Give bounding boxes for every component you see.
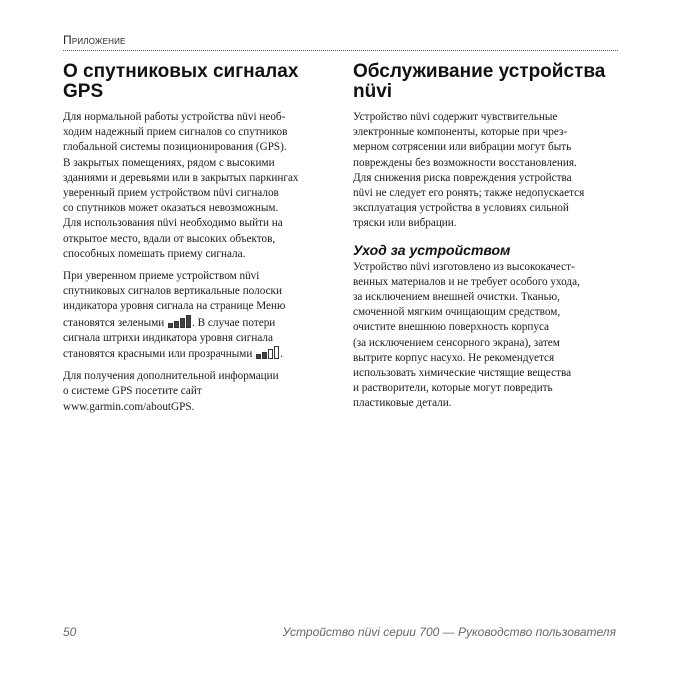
title-line: Обслуживание устройства — [353, 61, 606, 82]
title-line: GPS — [63, 81, 104, 102]
text-line — [63, 346, 328, 362]
text-line: о системе GPS посетите сайт — [63, 385, 202, 398]
text-line: уверенный прием устройством nüvi сигналов — [63, 187, 279, 200]
text-line: смоченной мягким очищающим средством, — [353, 306, 561, 319]
text-line: (за исключением сенсорного экрана), затем — [353, 336, 560, 349]
page-number: 50 — [63, 625, 77, 639]
text-fragment: становятся зелеными — [63, 316, 165, 329]
text-fragment: становятся красными или прозрачными — [63, 348, 253, 361]
gps-paragraph-1 — [63, 110, 328, 262]
text-line: вытрите корпус насухо. Не рекомендуется — [353, 351, 555, 364]
text-line: электронные компоненты, которые при чрез- — [353, 126, 568, 139]
text-line: зданиями и деревьями или в закрытых паркингах — [63, 171, 299, 184]
text-line: сигнала штрихи индикатора уровня сигнала — [63, 331, 273, 344]
text-line: Для нормальной работы устройства nüvi необ- — [63, 111, 286, 123]
text-line: повреждены без возможности восстановления. — [353, 156, 577, 169]
text-fragment: . В случае потери — [192, 316, 276, 329]
text-line: Для снижения риска повреждения устройства — [353, 171, 572, 184]
text-line: спутниковых сигналов вертикальные полоски — [63, 285, 282, 298]
gps-signals-title — [63, 62, 328, 102]
signal-strength-full-icon — [168, 315, 191, 328]
text-line: эксплуатация устройства в условиях сильной — [353, 202, 569, 215]
text-line: При уверенном приеме устройством nüvi — [63, 270, 260, 283]
right-column — [353, 62, 618, 419]
text-line — [63, 315, 328, 331]
text-line: мерном сотрясении или вибрации могут быть — [353, 141, 572, 154]
text-line: венных материалов и не требует особого ухода, — [353, 275, 580, 288]
text-fragment: . — [280, 348, 283, 361]
text-line: nüvi не следует его ронять; также недопускается — [353, 187, 585, 200]
section-header: Приложение — [63, 33, 126, 47]
device-care-subtitle: Уход за устройством — [353, 241, 511, 258]
device-care-title — [353, 62, 618, 102]
text-line: Устройство nüvi содержит чувствительные — [353, 111, 558, 123]
gps-url: www.garmin.com/aboutGPS. — [63, 400, 195, 413]
text-line: и растворители, которые могут повредить — [353, 382, 553, 395]
gps-paragraph-3 — [63, 369, 328, 415]
text-line: глобальной системы позиционирования (GPS). — [63, 141, 287, 154]
text-line: Для получения дополнительной информации — [63, 370, 279, 383]
care-paragraph-2 — [353, 260, 618, 412]
text-line: открытое место, вдали от высоких объектов, — [63, 232, 276, 245]
text-line: В закрытых помещениях, рядом с высокими — [63, 156, 275, 169]
text-line: со спутников может оказаться невозможным. — [63, 202, 279, 215]
text-line: способных помешать приему сигнала. — [63, 247, 246, 260]
text-line: очистите внешнюю поверхность корпуса — [353, 321, 550, 334]
text-line: Устройство nüvi изготовлено из высококачест- — [353, 260, 575, 273]
manual-title: Устройство nüvi серии 700 — Руководство пользователя — [282, 625, 616, 639]
gps-paragraph-2 — [63, 269, 328, 362]
care-paragraph-1 — [353, 110, 618, 232]
left-column — [63, 62, 328, 422]
header-divider — [63, 50, 618, 51]
text-line: за исключением внешней очистки. Тканью, — [353, 291, 560, 304]
title-line: nüvi — [353, 81, 393, 102]
signal-strength-weak-icon — [256, 346, 279, 359]
title-line: О спутниковых сигналах — [63, 61, 299, 82]
text-line: индикатора уровня сигнала на странице Меню — [63, 300, 286, 313]
text-line: использовать химические чистящие вещества — [353, 367, 572, 380]
text-line: Для использования nüvi необходимо выйти на — [63, 217, 283, 230]
text-line: пластиковые детали. — [353, 397, 452, 410]
text-line: тряски или вибрации. — [353, 217, 457, 230]
text-line: ходим надежный прием сигналов со спутников — [63, 126, 288, 139]
